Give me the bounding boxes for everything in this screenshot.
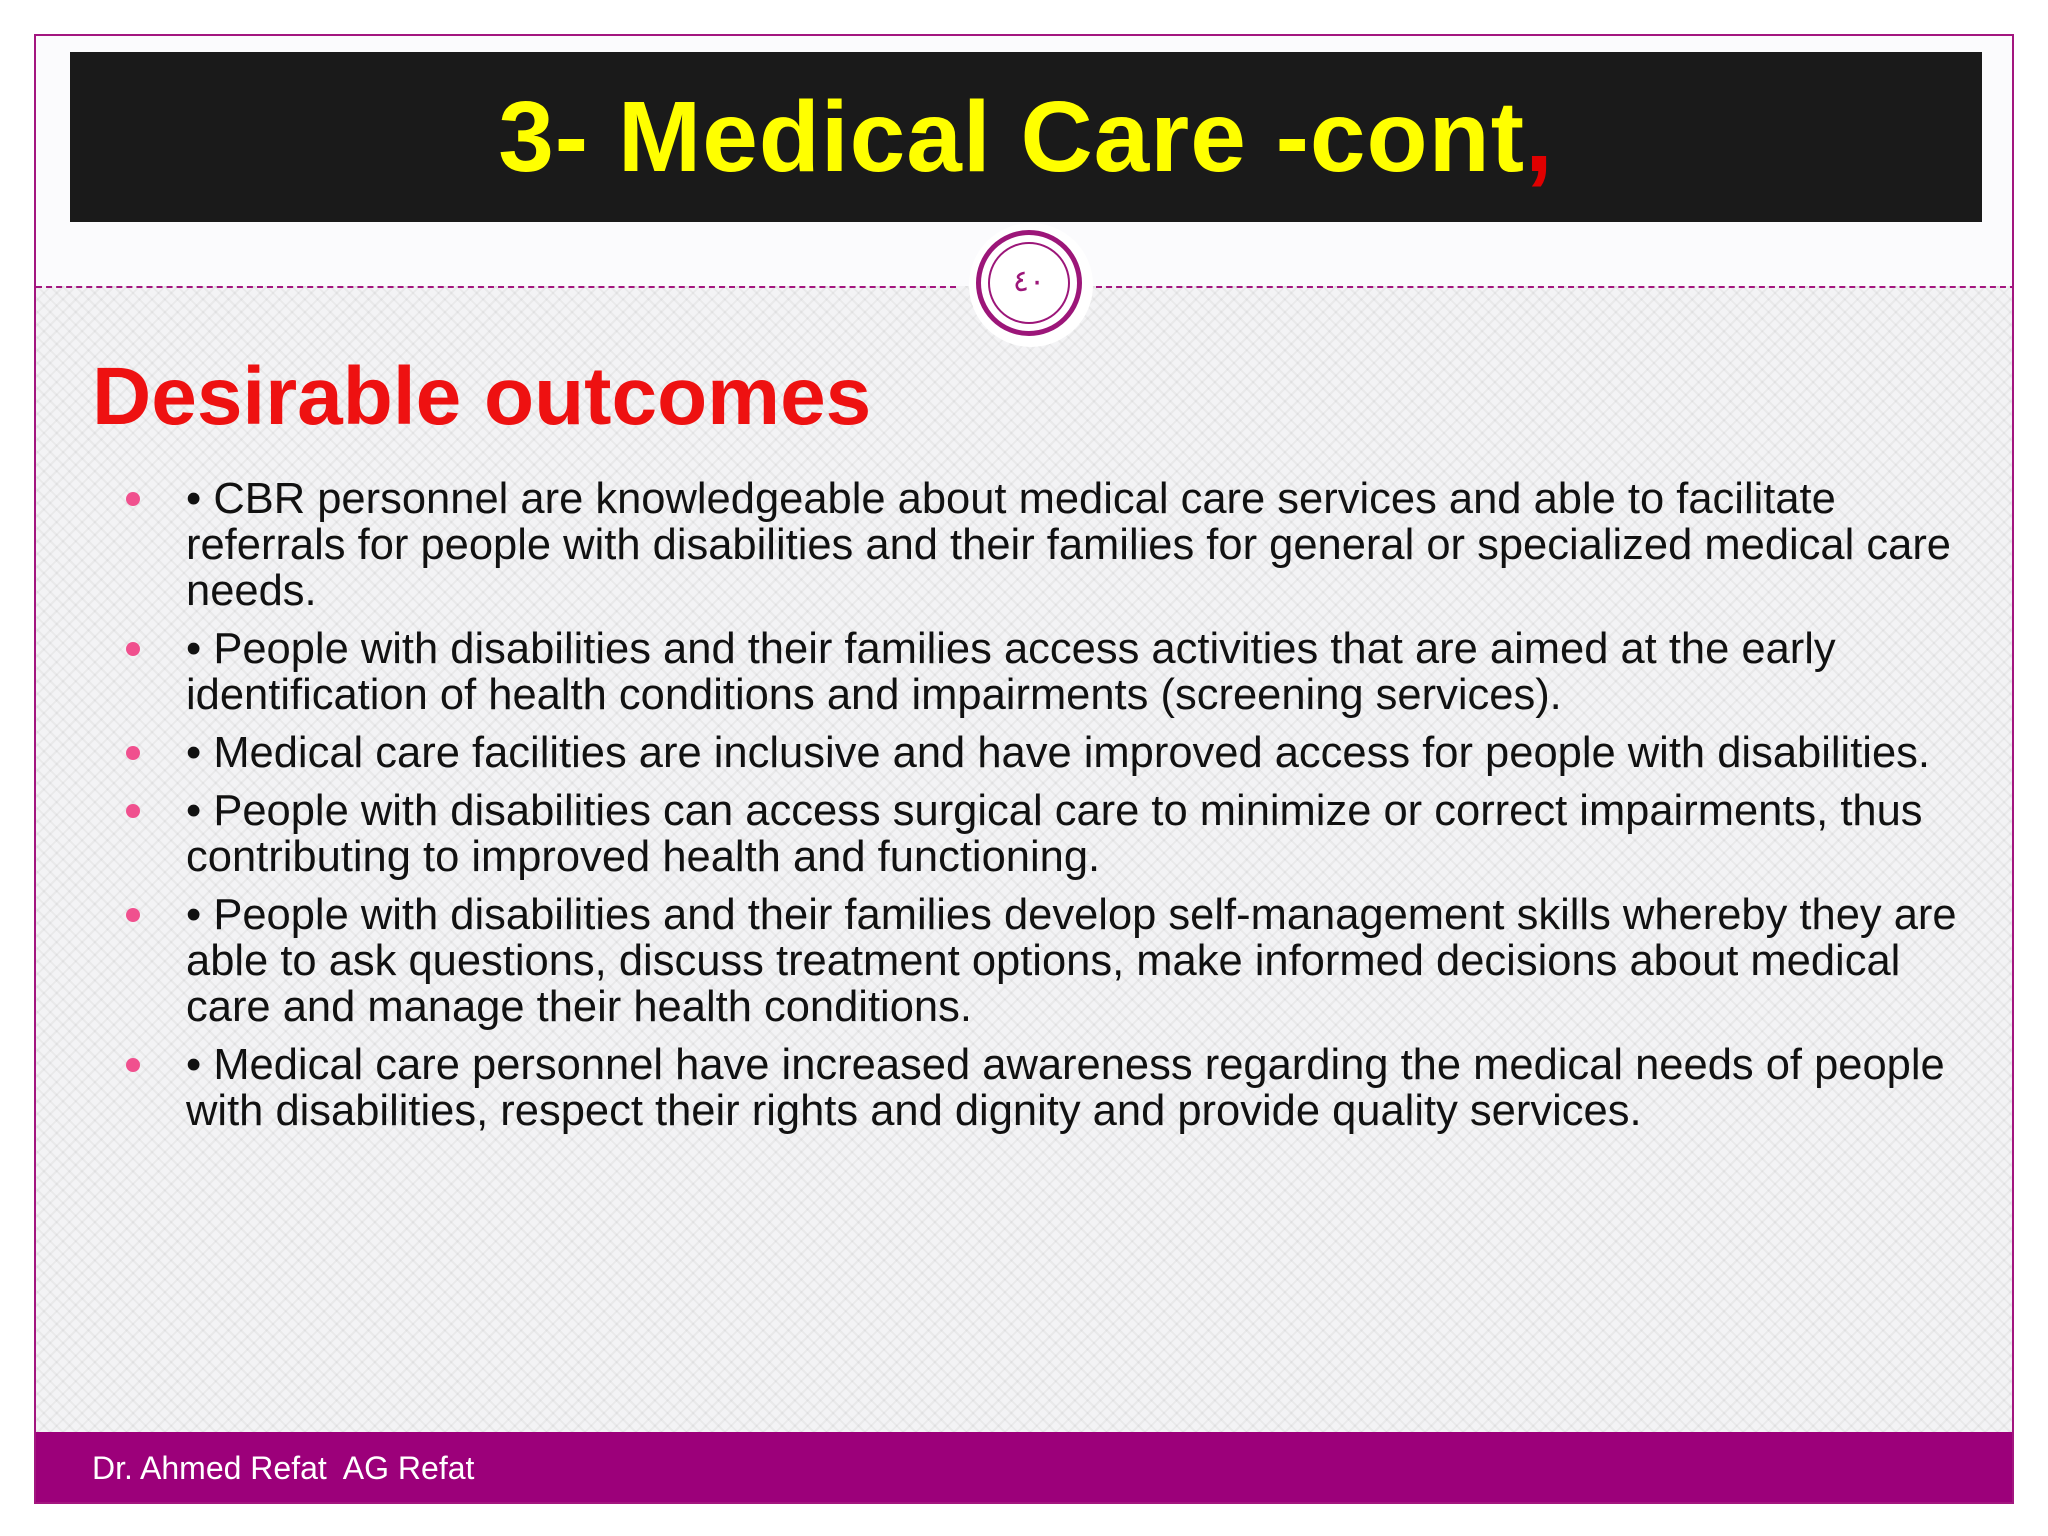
footer-bar — [36, 1432, 2012, 1504]
list-item — [92, 626, 1992, 718]
list-item-text: • People with disabilities and their families develop self-management skills whereby they are able to ask questions, discuss treatment options, make informed decisions about medical care and manage their health conditions. — [186, 891, 1957, 1031]
bullet-dot-icon — [126, 642, 140, 656]
list-item — [92, 730, 1992, 776]
divider-right — [1096, 286, 2014, 288]
list-item — [92, 1042, 1992, 1134]
bullet-dot-icon — [126, 804, 140, 818]
slide-title-comma: , — [1525, 80, 1554, 193]
list-item — [92, 788, 1992, 880]
section-heading: Desirable outcomes — [92, 351, 872, 442]
divider-left — [36, 286, 956, 288]
title-bar — [70, 52, 1982, 222]
footer-author: Dr. Ahmed Refat AG Refat — [92, 1450, 475, 1486]
list-item-text: • People with disabilities can access surgical care to minimize or correct impairments, thus contributing to improved health and functioning. — [186, 787, 1923, 881]
bullet-dot-icon — [126, 746, 140, 760]
outcomes-list — [92, 476, 1992, 1146]
page-number-badge — [976, 230, 1082, 336]
bullet-dot-icon — [126, 908, 140, 922]
page-number: ٤٠ — [988, 242, 1070, 324]
list-item-text: • People with disabilities and their families access activities that are aimed at the early identification of health conditions and impairments (screening services). — [186, 625, 1836, 719]
list-item — [92, 476, 1992, 614]
slide-title-text: 3- Medical Care -cont — [498, 80, 1525, 193]
bullet-dot-icon — [126, 1058, 140, 1072]
list-item-text: • Medical care personnel have increased awareness regarding the medical needs of people with disabilities, respect their rights and dignity and provide quality services. — [186, 1041, 1945, 1135]
list-item-text: • CBR personnel are knowledgeable about medical care services and able to facilitate referrals for people with disabilities and their families for general or specialized medical care needs. — [186, 475, 1951, 615]
slide-title — [498, 80, 1554, 195]
bullet-dot-icon — [126, 492, 140, 506]
list-item-text: • Medical care facilities are inclusive and have improved access for people with disabilities. — [186, 729, 1930, 777]
slide — [34, 34, 2014, 1504]
list-item — [92, 892, 1992, 1030]
